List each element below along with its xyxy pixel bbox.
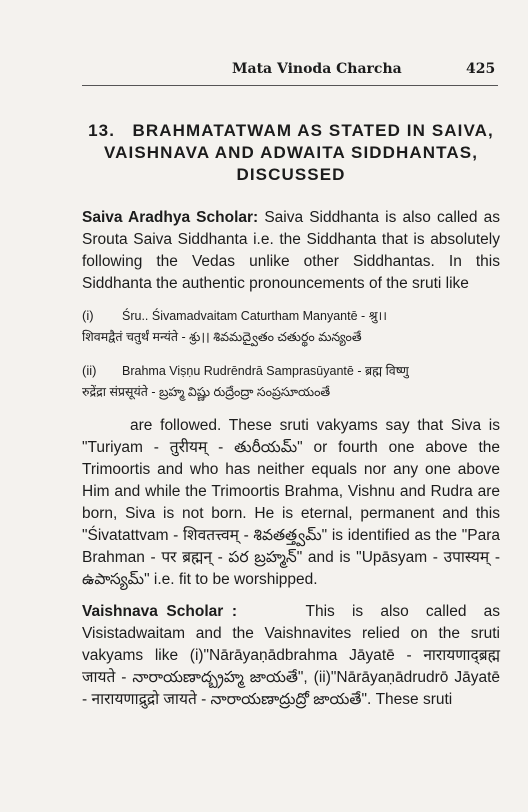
sruti-verse-2 bbox=[82, 360, 500, 403]
verse-1-line-1: Śru.. Śivamadvaitam Caturtham Manyantē - श्रु।। bbox=[122, 309, 387, 323]
page-number: 425 bbox=[466, 61, 496, 77]
verse-1-line-2: शिवमद्वैतं चतुर्थं मन्यंते - శ్రు।। శివమద్వైతం చతుర్థం మన్యంతే bbox=[82, 330, 362, 344]
header-divider bbox=[82, 85, 498, 86]
verse-2-line-1: Brahma Viṣṇu Rudrēndrā Samprasūyantē - ब्रह्म विष्णु bbox=[122, 364, 409, 378]
vaishnava-paragraph bbox=[82, 601, 505, 711]
verse-2-number: (ii) bbox=[82, 363, 97, 378]
header-title: Mata Vinoda Charcha bbox=[232, 61, 402, 77]
vaishnava-paragraph-text: This is also called as Visistadwaitam and the Vaishnavites relied on the sruti vakyams like (i)"Nārāyaṇādbrahma Jāyatē - नारायणाद्ब्रह्म जायते - నారాయణాద్బ్రహ్మ జాయతే", (ii)"Nārāyaṇādrudrō Jāyatē - नारायणाद्रुद्रो जायते - నారాయణాద్రుద్రో జాయతే". These sruti bbox=[82, 603, 505, 708]
chapter-heading-line-2: VAISHNAVA AND ADWAITA SIDDHANTAS, bbox=[103, 143, 479, 162]
chapter-heading-line-1: 13. BRAHMATATWAM AS STATED IN SAIVA, bbox=[88, 121, 494, 140]
saiva-paragraph-text: Saiva Siddhanta is also called as Srouta Saiva Siddhanta i.e. the Siddhanta that is absolutely following the Vedas unlike other Siddhantas. In this Siddhanta the authentic pronouncements of the sruti like bbox=[82, 209, 500, 292]
verse-1-number: (i) bbox=[82, 308, 94, 323]
chapter-heading-line-3: DISCUSSED bbox=[236, 165, 346, 184]
body-text bbox=[82, 207, 505, 721]
verse-2-line-2: रुद्रेंद्रा संप्रसूयंते - బ్రహ్మ విష్ణు రుద్రేంద్రా సంప్రసూయంతే bbox=[82, 385, 331, 399]
running-header bbox=[0, 61, 528, 83]
sruti-verse-1 bbox=[82, 305, 500, 348]
followed-paragraph: are followed. These sruti vakyams say that Siva is "Turiyam - तुरीयम् - తురీయమ్" or fourth one above the Trimoortis and who has neither equals nor any one above Him and while the Trimoortis Brahma, Vishnu and Rudra are born, Siva is not born. He is eternal, permanent and this "Śivatattvam - शिवतत्त्वम् - శివతత్త్వమ్" is identified as the "Para Brahman - पर ब्रह्मन् - పర బ్రహ్మన్" and is "Upāsyam - उपास्यम् - ఉపాస్యమ్" i.e. fit to be worshipped. bbox=[82, 417, 500, 588]
saiva-paragraph bbox=[82, 207, 500, 295]
vaishnava-speaker-label: Vaishnava Scholar : bbox=[82, 603, 238, 620]
chapter-heading bbox=[82, 120, 500, 186]
saiva-speaker-label: Saiva Aradhya Scholar: bbox=[82, 209, 259, 226]
